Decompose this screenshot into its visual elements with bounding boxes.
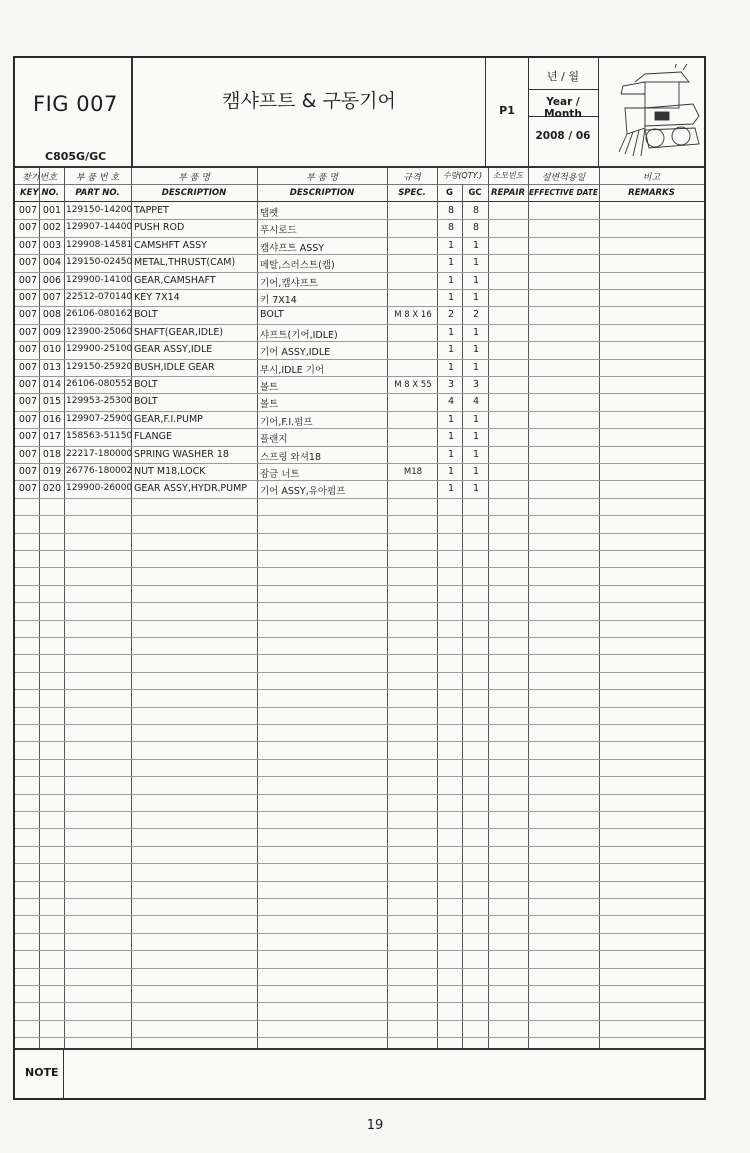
qty-gc: 1 <box>472 240 480 251</box>
description-en: CAMSHFT ASSY <box>134 240 207 251</box>
table-row <box>15 219 704 237</box>
description-ko: 잠금 너트 <box>260 469 300 480</box>
description-en: GEAR,F.I.PUMP <box>134 414 203 425</box>
description-en: BOLT <box>134 379 158 390</box>
table-row <box>15 411 704 429</box>
key-no: 007 <box>18 414 38 425</box>
qty-gc: 1 <box>472 344 480 355</box>
description-en: TAPPET <box>134 205 169 216</box>
key-no: 007 <box>18 292 38 303</box>
key-no: 007 <box>18 362 38 373</box>
row-rule <box>15 898 704 899</box>
col-header-spec-en: SPEC. <box>398 188 426 198</box>
part-no: 129150-25920 <box>66 362 133 372</box>
description-en: GEAR ASSY,HYDR.PUMP <box>134 483 248 494</box>
page-title: 캠샤프트 & 구동기어 <box>222 90 396 112</box>
sub-no: 008 <box>42 309 62 320</box>
divider <box>485 58 486 166</box>
row-rule <box>15 915 704 916</box>
sub-no: 004 <box>42 257 62 268</box>
year-month-label-ko: 년 / 월 <box>547 70 579 83</box>
row-rule <box>15 950 704 951</box>
qty-gc: 3 <box>472 379 480 390</box>
table-row <box>15 237 704 255</box>
table-row <box>15 202 704 220</box>
col-header-date-en: EFFECTIVE DATE <box>529 188 598 197</box>
description-en: PUSH ROD <box>134 222 185 233</box>
qty-gc: 1 <box>472 292 480 303</box>
row-rule <box>15 585 704 586</box>
col-header-desc-ko-ko: 부 품 명 <box>306 173 338 183</box>
description-ko: 스프링 와셔18 <box>260 452 321 463</box>
col-header-part-ko: 부 품 번 호 <box>75 173 120 183</box>
description-en: FLANGE <box>134 431 172 442</box>
qty-g: 1 <box>447 483 455 494</box>
description-ko: 탭펫 <box>260 208 279 219</box>
divider <box>15 1048 704 1050</box>
sub-no: 020 <box>42 483 62 494</box>
col-header-key-en: KEY NO. <box>20 188 59 198</box>
description-en: KEY 7X14 <box>134 292 180 303</box>
qty-gc: 1 <box>472 327 480 338</box>
table-row <box>15 254 704 272</box>
description-ko: BOLT <box>260 309 284 320</box>
table-row <box>15 428 704 446</box>
row-rule <box>15 689 704 690</box>
key-no: 007 <box>18 483 38 494</box>
qty-g: 1 <box>447 292 455 303</box>
qty-gc: 8 <box>472 205 480 216</box>
figure-number: FIG 007 <box>33 92 118 116</box>
key-no: 007 <box>18 431 38 442</box>
description-ko: 볼트 <box>260 399 279 410</box>
col-header-qty-gc: GC <box>468 188 482 198</box>
qty-g: 1 <box>447 275 455 286</box>
description-ko: 부시,IDLE 기어 <box>260 365 325 376</box>
table-row <box>15 480 704 498</box>
row-rule <box>15 846 704 847</box>
description-en: BOLT <box>134 309 158 320</box>
row-rule <box>15 828 704 829</box>
col-header-qty-g: G <box>446 188 453 198</box>
sub-no: 017 <box>42 431 62 442</box>
part-no: 129900-14100 <box>66 275 133 285</box>
part-no: 129907-14400 <box>66 222 133 232</box>
row-rule <box>15 1020 704 1021</box>
qty-gc: 1 <box>472 257 480 268</box>
sub-no: 010 <box>42 344 62 355</box>
qty-g: 1 <box>447 257 455 268</box>
page-code: P1 <box>499 104 515 117</box>
table-row <box>15 306 704 324</box>
sub-no: 002 <box>42 222 62 233</box>
col-header-key-ko: 찾기번호 <box>22 173 57 183</box>
part-no: 129150-14200 <box>66 205 133 215</box>
qty-gc: 2 <box>472 309 480 320</box>
table-row <box>15 341 704 359</box>
part-no: 129900-25100 <box>66 344 133 354</box>
part-no: 129150-02450 <box>66 257 133 267</box>
qty-g: 8 <box>447 205 455 216</box>
qty-gc: 1 <box>472 275 480 286</box>
col-header-repair-ko: 소모빈도 <box>492 171 524 180</box>
row-rule <box>15 985 704 986</box>
row-rule <box>15 881 704 882</box>
table-row <box>15 446 704 464</box>
spec: M 8 X 16 <box>394 310 432 320</box>
row-rule <box>15 933 704 934</box>
key-no: 007 <box>18 205 38 216</box>
part-no: 26776-180002 <box>66 466 133 476</box>
col-header-desc-ko: DESCRIPTION <box>289 188 355 198</box>
description-ko: 기어,캠샤프트 <box>260 278 319 289</box>
row-rule <box>15 515 704 516</box>
key-no: 007 <box>18 449 38 460</box>
row-rule <box>15 794 704 795</box>
key-no: 007 <box>18 275 38 286</box>
row-rule <box>15 550 704 551</box>
key-no: 007 <box>18 309 38 320</box>
sub-no: 001 <box>42 205 62 216</box>
description-en: BOLT <box>134 396 158 407</box>
part-no: 26106-080552 <box>66 379 133 389</box>
row-rule <box>15 707 704 708</box>
table-row <box>15 376 704 394</box>
row-rule <box>15 1037 704 1038</box>
row-rule <box>15 724 704 725</box>
qty-g: 1 <box>447 327 455 338</box>
sub-no: 019 <box>42 466 62 477</box>
part-no: 129900-26000 <box>66 483 133 493</box>
part-no: 26106-080162 <box>66 309 133 319</box>
row-rule <box>15 672 704 673</box>
description-en: SPRING WASHER 18 <box>134 449 229 460</box>
row-rule <box>15 811 704 812</box>
description-en: GEAR,CAMSHAFT <box>134 275 216 286</box>
part-no: 129908-14581 <box>66 240 133 250</box>
key-no: 007 <box>18 344 38 355</box>
col-header-desc-en: DESCRIPTION <box>161 188 227 198</box>
table-row <box>15 324 704 342</box>
part-no: 22512-070140 <box>66 292 133 302</box>
description-ko: 기어,F.I.펌프 <box>260 417 313 428</box>
model-code: C805G/GC <box>45 150 107 163</box>
key-no: 007 <box>18 396 38 407</box>
table-row <box>15 289 704 307</box>
col-header-remarks-ko: 비고 <box>642 173 661 183</box>
description-ko: 메탈,스러스트(캠) <box>260 260 335 271</box>
qty-gc: 8 <box>472 222 480 233</box>
table-row <box>15 393 704 411</box>
col-header-desc-en-ko: 부 품 명 <box>178 173 210 183</box>
spec: M18 <box>403 467 423 477</box>
harvester-illustration-icon <box>615 64 703 162</box>
divider <box>598 58 599 166</box>
table-row <box>15 463 704 481</box>
description-ko: 기어 ASSY,IDLE <box>260 347 331 358</box>
qty-g: 4 <box>447 396 455 407</box>
qty-g: 1 <box>447 431 455 442</box>
year-month-value: 2008 / 06 <box>535 130 591 142</box>
row-rule <box>15 1002 704 1003</box>
key-no: 007 <box>18 466 38 477</box>
key-no: 007 <box>18 327 38 338</box>
description-en: GEAR ASSY,IDLE <box>134 344 213 355</box>
qty-g: 1 <box>447 414 455 425</box>
row-rule <box>15 776 704 777</box>
description-ko: 캠샤프트 ASSY <box>260 243 325 254</box>
parts-list-sheet <box>13 56 706 1100</box>
part-no: 22217-180000 <box>66 449 133 459</box>
qty-g: 1 <box>447 240 455 251</box>
row-rule <box>15 654 704 655</box>
sub-no: 006 <box>42 275 62 286</box>
description-ko: 볼트 <box>260 382 279 393</box>
qty-g: 1 <box>447 449 455 460</box>
qty-g: 1 <box>447 466 455 477</box>
divider <box>15 166 704 168</box>
qty-g: 8 <box>447 222 455 233</box>
sub-no: 009 <box>42 327 62 338</box>
description-en: METAL,THRUST(CAM) <box>134 257 236 268</box>
divider <box>63 1048 64 1098</box>
row-rule <box>15 567 704 568</box>
note-label: NOTE <box>25 1066 59 1079</box>
table-row <box>15 359 704 377</box>
row-rule <box>15 498 704 499</box>
qty-g: 3 <box>447 379 455 390</box>
col-header-date-ko: 설변적용일 <box>541 173 586 183</box>
divider <box>15 184 704 185</box>
qty-gc: 1 <box>472 431 480 442</box>
spec: M 8 X 55 <box>394 380 432 390</box>
key-no: 007 <box>18 222 38 233</box>
description-en: SHAFT(GEAR,IDLE) <box>134 327 224 338</box>
description-ko: 플랜지 <box>260 434 288 445</box>
sub-no: 013 <box>42 362 62 373</box>
col-header-spec-ko: 규격 <box>403 173 421 183</box>
row-rule <box>15 759 704 760</box>
divider <box>529 89 598 90</box>
page-number: 19 <box>366 1118 384 1133</box>
part-no: 129907-25900 <box>66 414 133 424</box>
qty-gc: 4 <box>472 396 480 407</box>
description-ko: 키 7X14 <box>260 295 297 306</box>
sub-no: 018 <box>42 449 62 460</box>
key-no: 007 <box>18 240 38 251</box>
qty-gc: 1 <box>472 449 480 460</box>
key-no: 007 <box>18 257 38 268</box>
year-month-label-en: Year / Month <box>544 96 582 120</box>
description-ko: 푸시로드 <box>260 225 297 236</box>
qty-gc: 1 <box>472 362 480 373</box>
part-no: 129953-25300 <box>66 396 133 406</box>
description-ko: 기어 ASSY,유아펌프 <box>260 486 346 497</box>
row-rule <box>15 637 704 638</box>
col-header-part-en: PART NO. <box>75 188 120 198</box>
sub-no: 003 <box>42 240 62 251</box>
part-no: 123900-25060 <box>66 327 133 337</box>
row-rule <box>15 968 704 969</box>
sub-no: 015 <box>42 396 62 407</box>
description-en: NUT M18,LOCK <box>134 466 206 477</box>
qty-gc: 1 <box>472 466 480 477</box>
sub-no: 007 <box>42 292 62 303</box>
description-en: BUSH,IDLE GEAR <box>134 362 215 373</box>
key-no: 007 <box>18 379 38 390</box>
col-header-qty-ko: 수량(QTY.) <box>442 171 483 180</box>
col-header-remarks-en: REMARKS <box>628 188 675 198</box>
col-header-repair-en: REPAIR <box>490 188 526 198</box>
row-rule <box>15 620 704 621</box>
part-no: 158563-51150 <box>66 431 133 441</box>
qty-g: 1 <box>447 362 455 373</box>
row-rule <box>15 533 704 534</box>
description-ko: 샤프트(기어,IDLE) <box>260 330 338 341</box>
qty-gc: 1 <box>472 483 480 494</box>
sub-no: 016 <box>42 414 62 425</box>
table-row <box>15 272 704 290</box>
qty-gc: 1 <box>472 414 480 425</box>
row-rule <box>15 863 704 864</box>
row-rule <box>15 602 704 603</box>
qty-g: 2 <box>447 309 455 320</box>
row-rule <box>15 741 704 742</box>
sub-no: 014 <box>42 379 62 390</box>
qty-g: 1 <box>447 344 455 355</box>
